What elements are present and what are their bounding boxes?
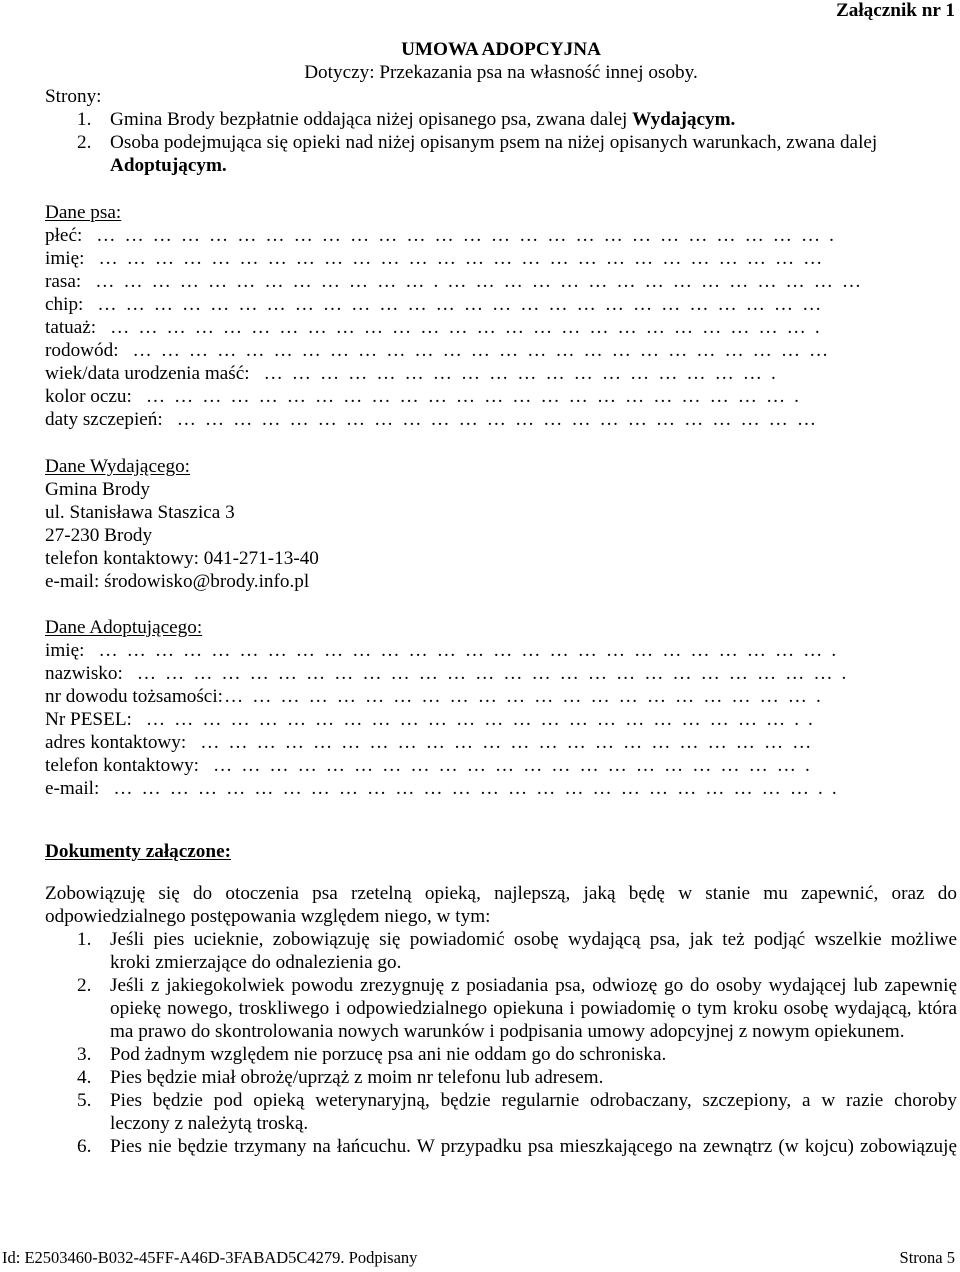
issuer-phone: telefon kontaktowy: 041-271-13-40 bbox=[45, 548, 319, 569]
obligation-item-5 bbox=[45, 1089, 957, 1135]
field-label: Nr PESEL: bbox=[45, 709, 132, 730]
adopter-section-heading: Dane Adoptującego: bbox=[45, 617, 203, 638]
dog-section-heading: Dane psa: bbox=[45, 202, 122, 223]
party-text bbox=[110, 108, 957, 131]
title-block bbox=[45, 38, 957, 84]
obligation-number: 1. bbox=[77, 929, 92, 950]
fill-in-dots: ………………………………………………………………… bbox=[132, 340, 838, 361]
field-label: rodowód: bbox=[45, 340, 119, 361]
party-description: Osoba podejmująca się opieki nad niżej opisanym psem na niżej opisanych warunkach, zwana dalej bbox=[110, 132, 878, 153]
dog-field-age-color bbox=[45, 362, 957, 385]
obligation-number: 2. bbox=[77, 975, 92, 996]
fill-in-dots: ………………………………………………………………….. bbox=[113, 778, 846, 799]
field-label: e-mail: bbox=[45, 778, 100, 799]
field-label: daty szczepień: bbox=[45, 409, 163, 430]
issuer-section-heading: Dane Wydającego: bbox=[45, 456, 190, 477]
obligation-line: Pies będzie miał obrożę/uprząż z moim nr telefonu lub adresem. bbox=[110, 1067, 604, 1088]
fill-in-dots: ………………………………………………. bbox=[263, 363, 785, 384]
field-label: telefon kontaktowy: bbox=[45, 755, 199, 776]
fill-in-dots: ………………………………………………………. bbox=[213, 755, 819, 776]
issuer-name: Gmina Brody bbox=[45, 479, 150, 500]
fill-in-dots: …………………………………………………………………. bbox=[136, 663, 856, 684]
field-label: kolor oczu: bbox=[45, 386, 132, 407]
field-label: nazwisko: bbox=[45, 663, 123, 684]
issuer-street: ul. Stanisława Staszica 3 bbox=[45, 502, 235, 523]
adopter-field-id-number bbox=[45, 685, 957, 708]
party-item-1 bbox=[45, 108, 957, 131]
dog-field-pedigree bbox=[45, 339, 957, 362]
field-label: rasa: bbox=[45, 271, 82, 292]
party-role: Wydającym. bbox=[632, 109, 736, 130]
issuer-email: e-mail: środowisko@brody.info.pl bbox=[45, 571, 310, 592]
parties-label: Strony: bbox=[45, 86, 102, 107]
party-item-2 bbox=[45, 131, 957, 177]
obligation-line: Pies będzie pod opieką weterynaryjną, będzie regularnie odrobaczany, szczepiony, a w razie choroby bbox=[110, 1090, 957, 1111]
obligation-line: Pies nie będzie trzymany na łańcuchu. W przypadku psa mieszkającego na zewnątrz (w kojcu) zobowiązuję bbox=[110, 1136, 957, 1157]
dog-field-vaccinations bbox=[45, 408, 957, 431]
obligation-line: kroki zmierzające do odnalezienia go. bbox=[110, 952, 402, 973]
adopter-field-address bbox=[45, 731, 957, 754]
obligation-number: 6. bbox=[77, 1136, 92, 1157]
obligation-line: Jeśli pies ucieknie, zobowiązuję się powiadomić osobę wydającą psa, jak też podjąć wszelkie możliwe bbox=[110, 929, 957, 950]
dog-field-breed bbox=[45, 270, 957, 293]
adopter-field-first-name bbox=[45, 639, 957, 662]
dog-field-chip bbox=[45, 293, 957, 316]
obligation-item-6 bbox=[45, 1135, 957, 1158]
adopter-field-pesel bbox=[45, 708, 957, 731]
party-role: Adoptującym. bbox=[110, 155, 227, 176]
field-label: tatuaż: bbox=[45, 317, 97, 338]
fill-in-dots: ………………………………………………………. bbox=[224, 686, 830, 707]
field-label: nr dowodu tożsamości: bbox=[45, 686, 223, 707]
party-number: 1. bbox=[77, 109, 92, 130]
fill-in-dots: ………………………………………………………… bbox=[200, 732, 821, 753]
dog-section bbox=[45, 201, 957, 431]
footer-document-id: Id: E2503460-B032-45FF-A46D-3FABAD5C4279. Podpisany bbox=[2, 1248, 418, 1267]
dog-field-eye-color bbox=[45, 385, 957, 408]
adopter-field-last-name bbox=[45, 662, 957, 685]
fill-in-dots: …………………………………………………………………. bbox=[110, 317, 829, 338]
obligation-number: 3. bbox=[77, 1044, 92, 1065]
dog-field-sex bbox=[45, 224, 957, 247]
obligations-intro-line: Zobowiązuję się do otoczenia psa rzetelną opieką, najlepszą, jaką będę w stanie mu zapewnić, oraz do bbox=[45, 883, 957, 904]
obligations-section bbox=[45, 882, 957, 1158]
field-label: imię: bbox=[45, 640, 85, 661]
dog-field-tattoo bbox=[45, 316, 957, 339]
obligation-line: leczony z należytą troską. bbox=[110, 1113, 309, 1134]
field-label: imię: bbox=[45, 248, 85, 269]
dog-field-name bbox=[45, 247, 957, 270]
adopter-field-phone bbox=[45, 754, 957, 777]
obligation-line: Jeśli z jakiegokolwiek powodu zrezygnuję z posiadania psa, odwiozę go do osoby wydającej lub zapewnię bbox=[110, 975, 957, 996]
fill-in-dots: …………………………………………………………….. bbox=[145, 709, 822, 730]
obligation-item-1 bbox=[45, 928, 957, 974]
fill-in-dots: ……………………………………………………………………. bbox=[96, 225, 843, 246]
attachment-label: Załącznik nr 1 bbox=[835, 0, 955, 21]
obligation-number: 4. bbox=[77, 1067, 92, 1088]
field-label: chip: bbox=[45, 294, 84, 315]
fill-in-dots: …………………………………………………………… bbox=[176, 409, 826, 430]
fill-in-dots: ……………………………….……………………………………… bbox=[95, 271, 871, 292]
obligation-number: 5. bbox=[77, 1090, 92, 1111]
party-number: 2. bbox=[77, 132, 92, 153]
parties-section bbox=[45, 85, 957, 177]
documents-section bbox=[45, 840, 957, 863]
fill-in-dots: …………………………………………………………………… bbox=[97, 294, 831, 315]
fill-in-dots: …………………………………………………………………… bbox=[98, 248, 832, 269]
issuer-postal-city: 27-230 Brody bbox=[45, 525, 153, 546]
obligation-line: ma prawo do skontrolowania nowych warunków i podpisania umowy adopcyjnej z nowym opiekunem. bbox=[110, 1021, 905, 1042]
adopter-section bbox=[45, 616, 957, 800]
field-label: wiek/data urodzenia maść: bbox=[45, 363, 250, 384]
party-description: Gmina Brody bezpłatnie oddająca niżej opisanego psa, zwana dalej bbox=[110, 109, 628, 130]
obligation-line: Pod żadnym względem nie porzucę psa ani nie oddam go do schroniska. bbox=[110, 1044, 667, 1065]
footer-page-number: Strona 5 bbox=[899, 1248, 955, 1267]
obligation-item-4 bbox=[45, 1066, 957, 1089]
issuer-section bbox=[45, 455, 957, 593]
document-title: UMOWA ADOPCYJNA bbox=[401, 39, 601, 60]
documents-heading: Dokumenty załączone: bbox=[45, 841, 231, 862]
obligation-item-3 bbox=[45, 1043, 957, 1066]
fill-in-dots: ……………………………………………………………. bbox=[145, 386, 808, 407]
field-label: adres kontaktowy: bbox=[45, 732, 187, 753]
adopter-field-email bbox=[45, 777, 957, 800]
obligations-intro-line: odpowiedzialnego postępowania względem niego, w tym: bbox=[45, 906, 491, 927]
document-subtitle: Dotyczy: Przekazania psa na własność innej osoby. bbox=[304, 62, 698, 83]
fill-in-dots: ……………………………………………………………………. bbox=[98, 640, 846, 661]
field-label: płeć: bbox=[45, 225, 83, 246]
obligation-item-2 bbox=[45, 974, 957, 1043]
obligation-line: opiekę nowego, troskliwego i odpowiedzialnego opiekuna i powiadomię o tym kroku osobę wydającą, która bbox=[110, 998, 957, 1019]
